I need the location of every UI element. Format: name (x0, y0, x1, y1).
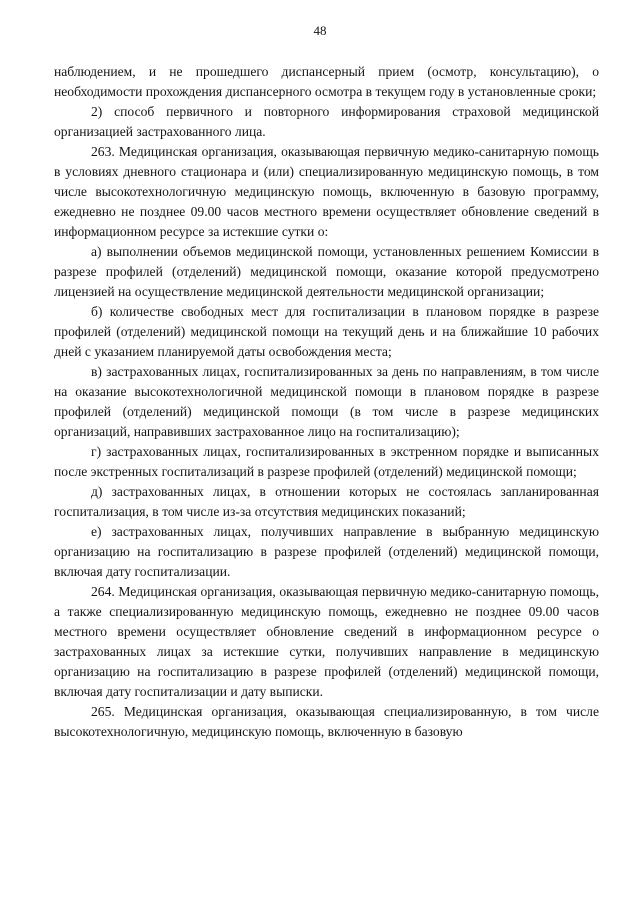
paragraph-263-v: в) застрахованных лицах, госпитализированных за день по направлениям, в том числе на оказание высокотехнологичной медицинской помощи в плановом порядке в разрезе профилей (отделений) медицинской помощи (в том числе в разрезе медицинских организаций, направивших застрахованное лицо на госпитализацию); (54, 364, 599, 439)
paragraph-264: 264. Медицинская организация, оказывающая первичную медико-санитарную помощь, а также специализированную медицинскую помощь, ежедневно не позднее 09.00 часов местного времени осуществляет обновление сведений в информационном ресурсе о застрахованных лицах за истекшие сутки, получивших направление в медицинскую организацию на госпитализацию в разрезе профилей (отделений) медицинской помощи, включая дату госпитализации и дату выписки. (54, 584, 599, 699)
paragraph-265: 265. Медицинская организация, оказывающая специализированную, в том числе высокотехнологичную, медицинскую помощь, включенную в базовую (54, 704, 599, 739)
paragraph-item-2: 2) способ первичного и повторного информирования страховой медицинской организацией застрахованного лица. (54, 104, 599, 139)
paragraph-263-d: д) застрахованных лицах, в отношении которых не состоялась запланированная госпитализация, в том числе из-за отсутствия медицинских показаний; (54, 484, 599, 519)
paragraph-263-e: е) застрахованных лицах, получивших направление в выбранную медицинскую организацию на госпитализацию в разрезе профилей (отделений) медицинской помощи, включая дату госпитализации. (54, 524, 599, 579)
paragraph-263-a: а) выполнении объемов медицинской помощи, установленных решением Комиссии в разрезе профилей (отделений) медицинской помощи, оказание которой предусмотрено лицензией на осуществление медицинской деятельности медицинской организации; (54, 244, 599, 299)
paragraph-263-b: б) количестве свободных мест для госпитализации в плановом порядке в разрезе профилей (отделений) медицинской помощи на текущий день и на ближайшие 10 рабочих дней с указанием планируемой даты освобождения места; (54, 304, 599, 359)
paragraph-263-g: г) застрахованных лицах, госпитализированных в экстренном порядке и выписанных после экстренных госпитализаций в разрезе профилей (отделений) медицинской помощи; (54, 444, 599, 479)
page-number: 48 (313, 23, 327, 38)
paragraph-continuation: наблюдением, и не прошедшего диспансерный прием (осмотр, консультацию), о необходимости прохождения диспансерного осмотра в текущем году в установленные сроки; (54, 64, 599, 99)
paragraph-263: 263. Медицинская организация, оказывающая первичную медико-санитарную помощь в условиях дневного стационара и (или) специализированную медицинскую помощь, в том числе высокотехнологичную медицинскую помощь, включенную в базовую программу, ежедневно не позднее 09.00 часов местного времени осуществляет обновление сведений в информационном ресурсе за истекшие сутки о: (54, 144, 599, 239)
document-body (54, 62, 599, 742)
